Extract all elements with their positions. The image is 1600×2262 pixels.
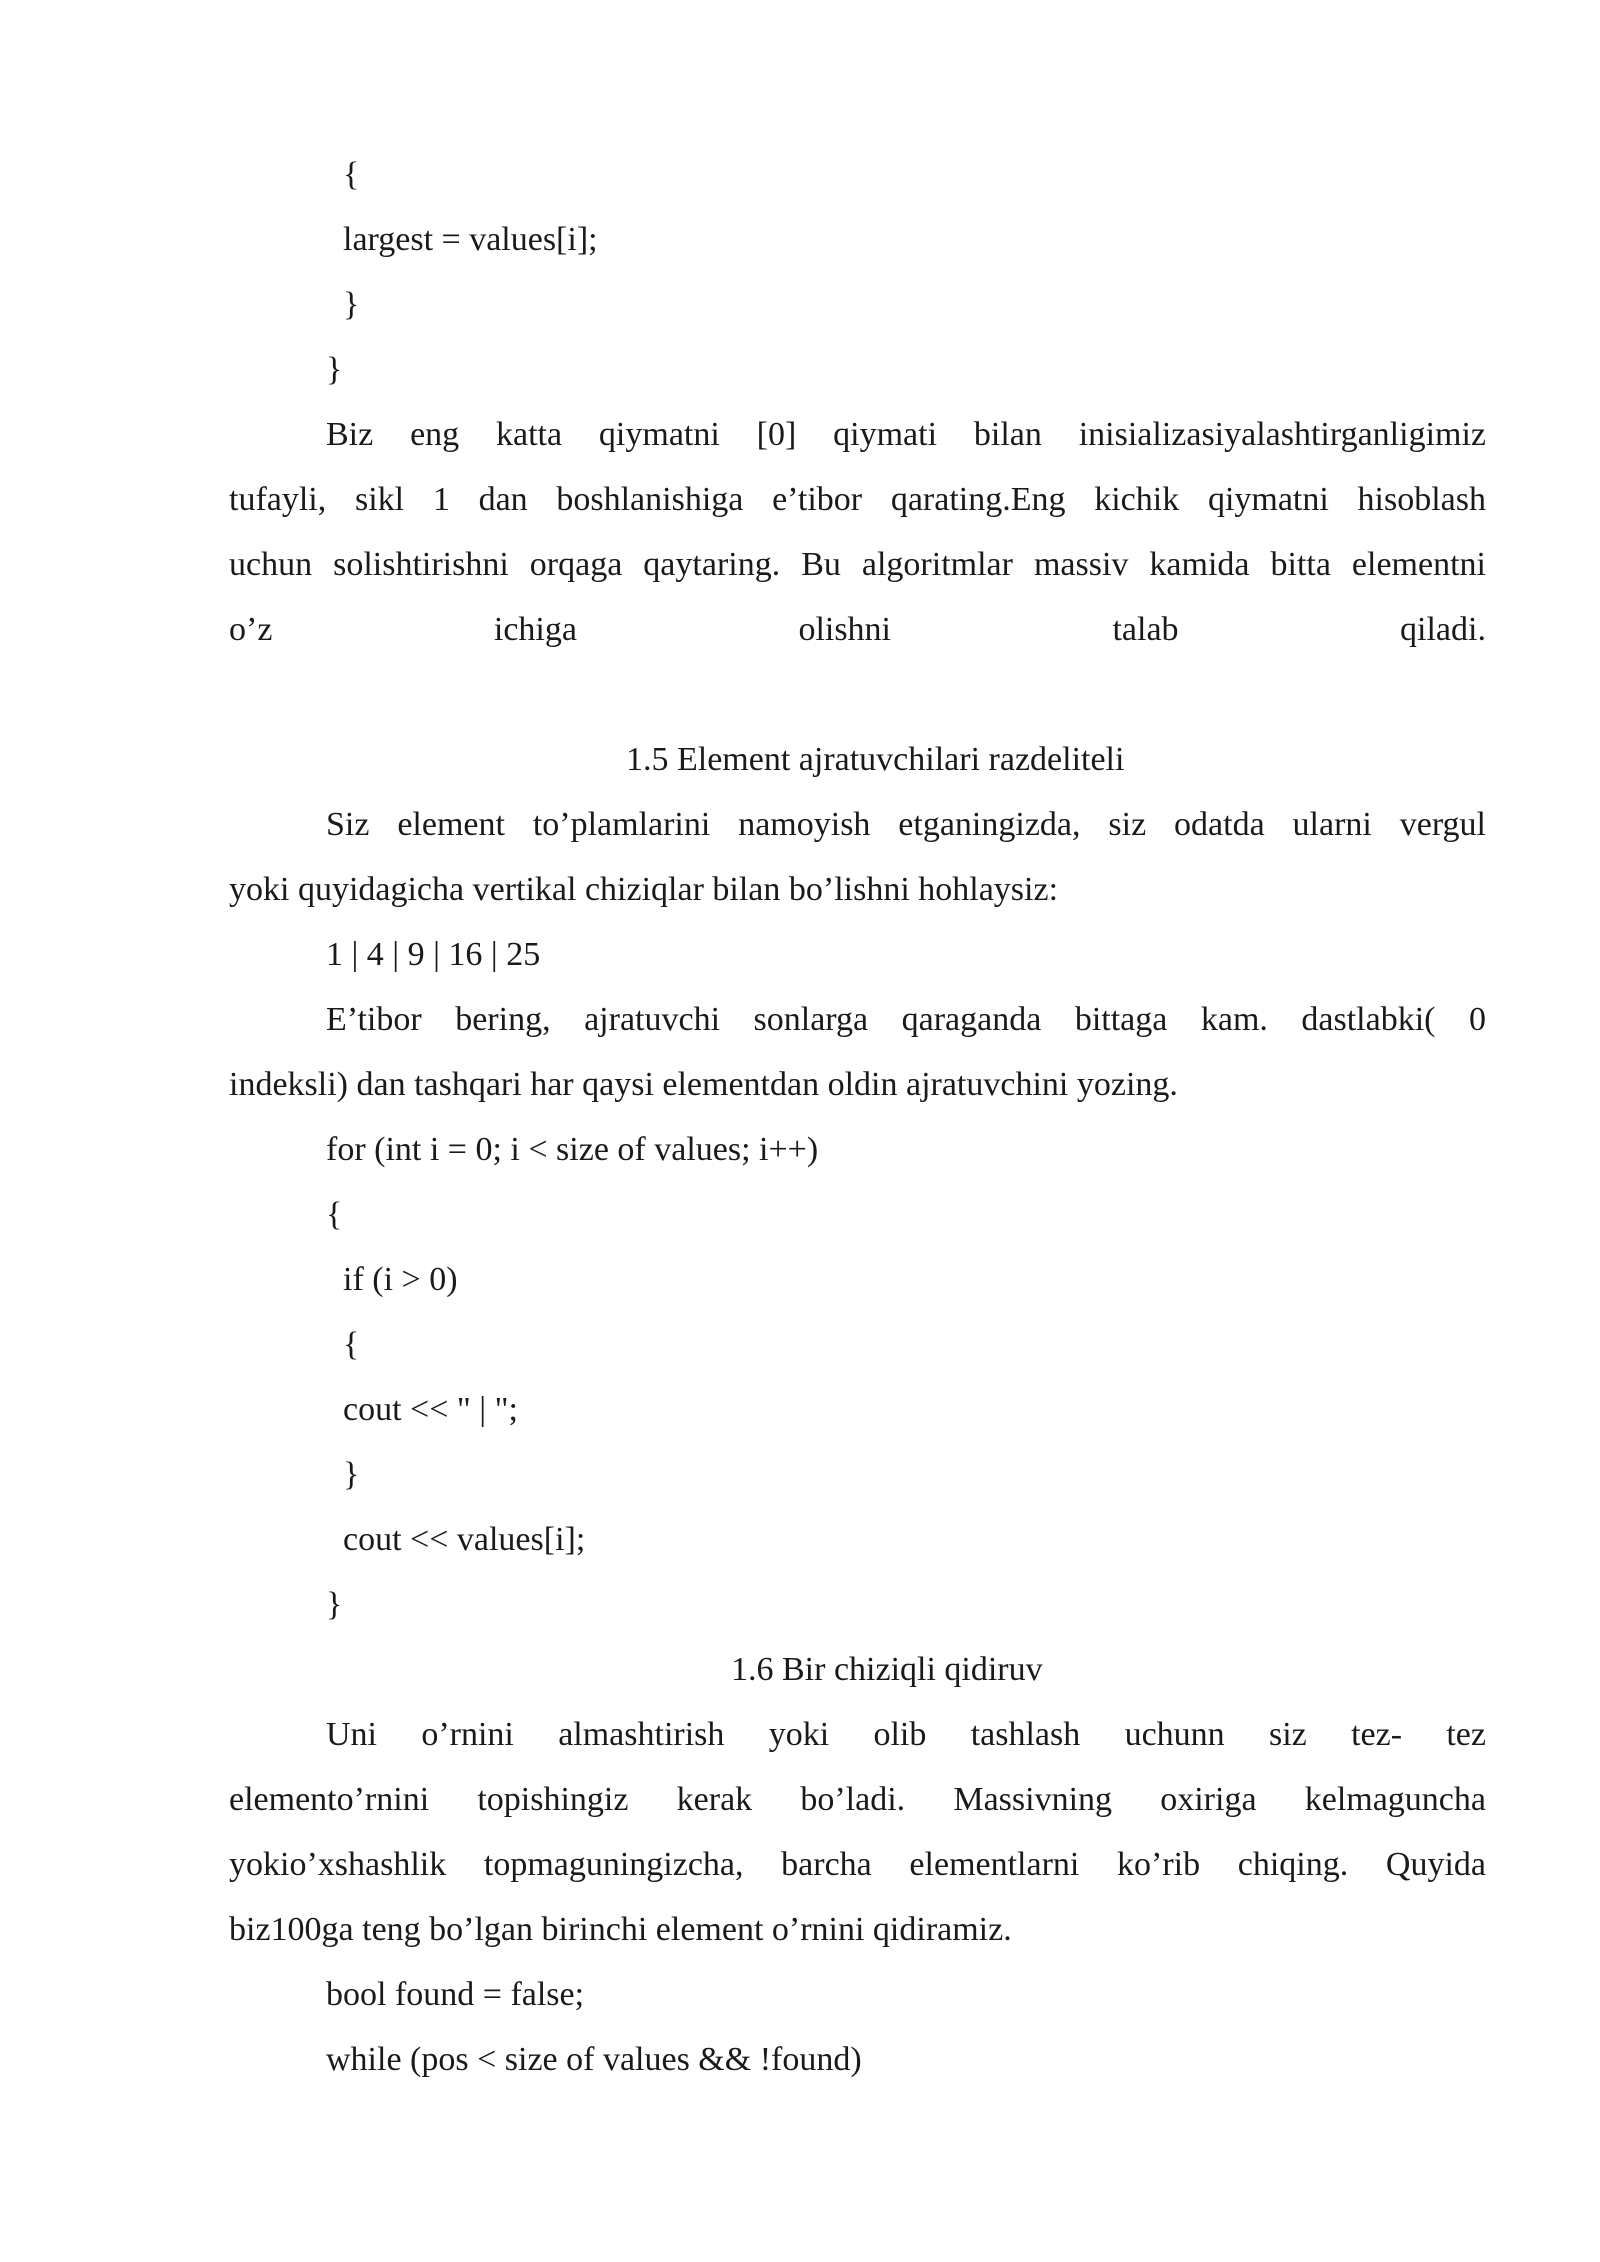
code-line: while (pos < size of values && !found) <box>326 2041 862 2078</box>
code-line: for (int i = 0; i < size of values; i++) <box>326 1131 819 1168</box>
code-line: { <box>343 156 360 193</box>
word: olishni <box>798 611 892 648</box>
section-heading: 1.5 Element ajratuvchilari razdeliteli <box>626 741 1125 778</box>
example-line: 1 | 4 | 9 | 16 | 25 <box>326 936 541 973</box>
paragraph-last-line <box>229 610 1486 650</box>
code-line: bool found = false; <box>326 1976 585 2013</box>
code-line: } <box>326 1586 343 1623</box>
code-line: } <box>343 286 360 323</box>
code-line: } <box>326 351 343 388</box>
word: o’z <box>229 611 273 648</box>
code-line: } <box>343 1456 360 1493</box>
paragraph-line: tufayli, sikl 1 dan boshlanishiga e’tibor qarating.Eng kichik qiymatni hisoblash <box>229 481 1486 518</box>
paragraph-line: Uni o’rnini almashtirish yoki olib tashlash uchunn siz tez- tez <box>326 1716 1486 1753</box>
paragraph-line: yokio’xshashlik topmaguningizcha, barcha elementlarni ko’rib chiqing. Quyida <box>229 1846 1486 1883</box>
paragraph-line: elemento’rnini topishingiz kerak bo’ladi. Massivning oxiriga kelmaguncha <box>229 1781 1486 1818</box>
paragraph-line: Siz element to’plamlarini namoyish etganingizda, siz odatda ularni vergul <box>326 806 1486 843</box>
paragraph-line: uchun solishtirishni orqaga qaytaring. Bu algoritmlar massiv kamida bitta elementni <box>229 546 1486 583</box>
word: qiladi. <box>1400 611 1486 648</box>
paragraph-line: Biz eng katta qiymatni [0] qiymati bilan inisializasiyalashtirganligimiz <box>326 416 1486 453</box>
paragraph-line: indeksli) dan tashqari har qaysi elementdan oldin ajratuvchini yozing. <box>229 1066 1178 1103</box>
paragraph-line: yoki quyidagicha vertikal chiziqlar bilan bo’lishni hohlaysiz: <box>229 871 1059 908</box>
section-heading: 1.6 Bir chiziqli qidiruv <box>731 1651 1043 1688</box>
code-line: if (i > 0) <box>343 1261 458 1298</box>
code-line: cout << values[i]; <box>343 1521 586 1558</box>
code-line: largest = values[i]; <box>343 221 598 258</box>
code-line: cout << " | "; <box>343 1391 518 1428</box>
word: ichiga <box>493 611 577 648</box>
paragraph-line: biz100ga teng bo’lgan birinchi element o’rnini qidiramiz. <box>229 1911 1012 1948</box>
word: talab <box>1112 611 1179 648</box>
code-line: { <box>326 1196 343 1233</box>
paragraph-line: E’tibor bering, ajratuvchi sonlarga qaraganda bittaga kam. dastlabki( 0 <box>326 1001 1486 1038</box>
code-line: { <box>343 1326 360 1363</box>
